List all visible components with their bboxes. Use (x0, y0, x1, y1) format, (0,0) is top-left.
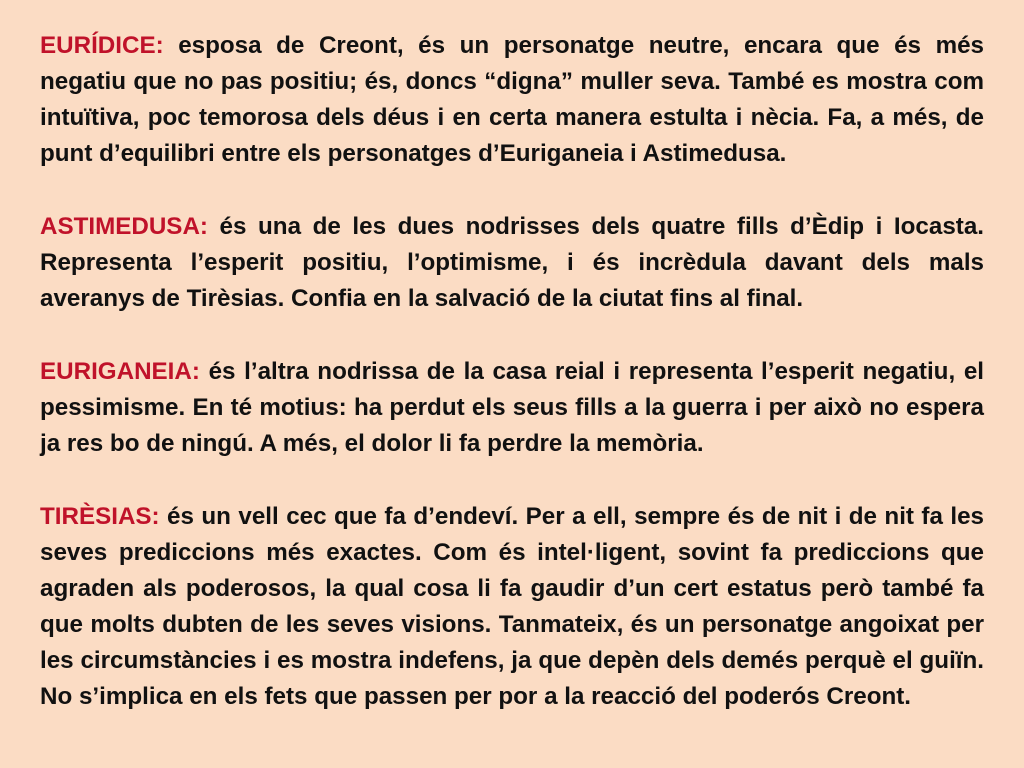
character-paragraph-tiresias (40, 499, 984, 715)
character-paragraph-euridice (40, 28, 984, 172)
character-name: EURIGANEIA: (40, 358, 200, 385)
character-name: TIRÈSIAS: (40, 503, 160, 530)
character-description: és una de les dues nodrisses dels quatre fills d’Èdip i Iocasta. Representa l’esperit positiu, l’optimisme, i és incrèdula davant dels mals averanys de Tirèsias. Confia en la salvació de la ciutat fins al final. (40, 213, 984, 312)
character-name: ASTIMEDUSA: (40, 213, 208, 240)
character-paragraph-astimedusa (40, 209, 984, 317)
character-description: esposa de Creont, és un personatge neutre, encara que és més negatiu que no pas positiu; és, doncs “digna” muller seva. També es mostra com intuïtiva, poc temorosa dels déus i en certa manera estulta i nècia. Fa, a més, de punt d’equilibri entre els personatges d’Euriganeia i Astimedusa. (40, 32, 984, 167)
character-description: és un vell cec que fa d’endeví. Per a ell, sempre és de nit i de nit fa les seves prediccions més exactes. Com és intel·ligent, sovint fa prediccions que agraden als poderosos, la qual cosa li fa gaudir d’un cert estatus però també fa que molts dubten de les seves visions. Tanmateix, és un personatge angoixat per les circumstàncies i es mostra indefens, ja que depèn dels demés perquè el guiïn. No s’implica en els fets que passen per por a la reacció del poderós Creont. (40, 503, 984, 710)
character-description: és l’altra nodrissa de la casa reial i representa l’esperit negatiu, el pessimisme. En té motius: ha perdut els seus fills a la guerra i per això no espera ja res bo de ningú. A més, el dolor li fa perdre la memòria. (40, 358, 984, 457)
character-name: EURÍDICE: (40, 32, 164, 59)
character-paragraph-euriganeia (40, 354, 984, 462)
